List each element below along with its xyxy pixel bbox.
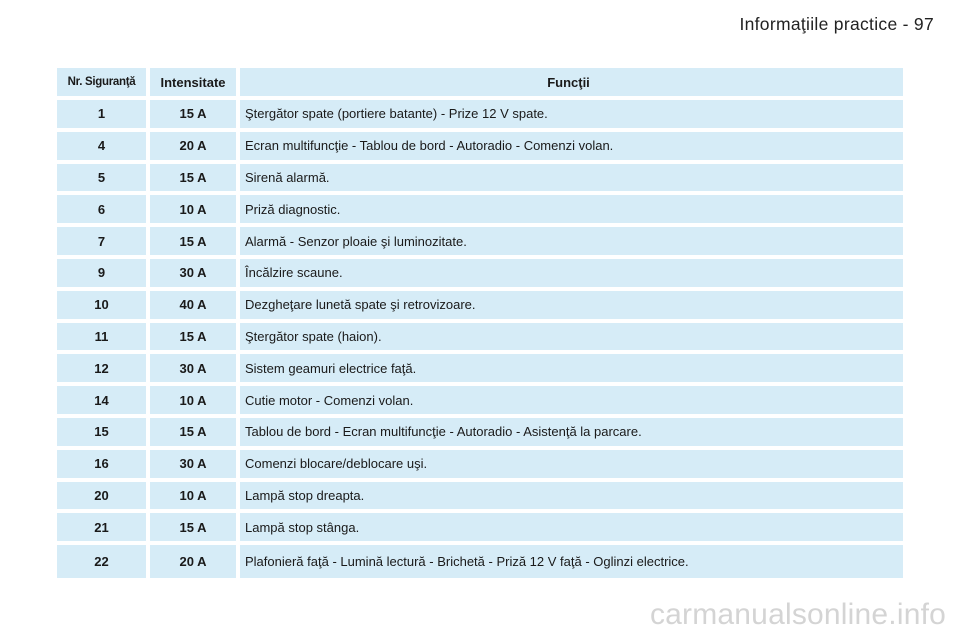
fuse-number-cell: 1 (57, 100, 146, 128)
intensity-cell: 20 A (150, 132, 236, 160)
fuse-number-cell: 21 (57, 513, 146, 541)
intensity-cell: 15 A (150, 100, 236, 128)
function-cell: Alarmă - Senzor ploaie şi luminozitate. (240, 227, 903, 255)
watermark-text: carmanualsonline.info (649, 598, 946, 631)
intensity-cell: 40 A (150, 291, 236, 319)
fuse-number-cell: 12 (57, 354, 146, 382)
intensity-cell: 15 A (150, 227, 236, 255)
table-row (57, 227, 903, 255)
fuse-number-cell: 4 (57, 132, 146, 160)
intensity-cell: 15 A (150, 164, 236, 192)
function-cell: Ştergător spate (haion). (240, 323, 903, 351)
table-row (57, 450, 903, 478)
intensity-cell: 30 A (150, 354, 236, 382)
fuse-number-cell: 11 (57, 323, 146, 351)
function-cell: Tablou de bord - Ecran multifuncţie - Autoradio - Asistenţă la parcare. (240, 418, 903, 446)
fuse-number-cell: 16 (57, 450, 146, 478)
table-row (57, 323, 903, 351)
fuse-number-cell: 14 (57, 386, 146, 414)
intensity-cell: 30 A (150, 259, 236, 287)
function-cell: Cutie motor - Comenzi volan. (240, 386, 903, 414)
table-row (57, 259, 903, 287)
fuse-number-cell: 10 (57, 291, 146, 319)
function-cell: Comenzi blocare/deblocare uşi. (240, 450, 903, 478)
function-cell: Plafonieră faţă - Lumină lectură - Brichetă - Priză 12 V faţă - Oglinzi electrice. (240, 545, 903, 578)
column-header-functions: Funcţii (240, 68, 903, 96)
table-row (57, 100, 903, 128)
table-row (57, 386, 903, 414)
table-row (57, 354, 903, 382)
table-row (57, 195, 903, 223)
table-header-row (57, 68, 903, 96)
page-header-title: Informaţiile practice - 97 (739, 14, 934, 34)
column-header-fuse-number: Nr. Siguranţă (57, 68, 146, 96)
intensity-cell: 10 A (150, 386, 236, 414)
table-row (57, 482, 903, 510)
function-cell: Ştergător spate (portiere batante) - Prize 12 V spate. (240, 100, 903, 128)
function-cell: Lampă stop dreapta. (240, 482, 903, 510)
intensity-cell: 15 A (150, 323, 236, 351)
table-body (57, 100, 903, 578)
function-cell: Sirenă alarmă. (240, 164, 903, 192)
table-row (57, 418, 903, 446)
intensity-cell: 15 A (150, 418, 236, 446)
fuse-number-cell: 15 (57, 418, 146, 446)
column-header-intensity: Intensitate (150, 68, 236, 96)
function-cell: Lampă stop stânga. (240, 513, 903, 541)
fuse-number-cell: 22 (57, 545, 146, 578)
fuse-table (57, 68, 903, 582)
intensity-cell: 30 A (150, 450, 236, 478)
function-cell: Ecran multifuncţie - Tablou de bord - Autoradio - Comenzi volan. (240, 132, 903, 160)
function-cell: Încălzire scaune. (240, 259, 903, 287)
fuse-number-cell: 20 (57, 482, 146, 510)
table-row (57, 164, 903, 192)
table-row (57, 291, 903, 319)
table-row (57, 545, 903, 578)
table-row (57, 513, 903, 541)
function-cell: Priză diagnostic. (240, 195, 903, 223)
table-row (57, 132, 903, 160)
function-cell: Sistem geamuri electrice faţă. (240, 354, 903, 382)
intensity-cell: 15 A (150, 513, 236, 541)
intensity-cell: 20 A (150, 545, 236, 578)
fuse-number-cell: 5 (57, 164, 146, 192)
fuse-number-cell: 7 (57, 227, 146, 255)
intensity-cell: 10 A (150, 195, 236, 223)
fuse-number-cell: 6 (57, 195, 146, 223)
fuse-number-cell: 9 (57, 259, 146, 287)
intensity-cell: 10 A (150, 482, 236, 510)
function-cell: Dezgheţare lunetă spate şi retrovizoare. (240, 291, 903, 319)
